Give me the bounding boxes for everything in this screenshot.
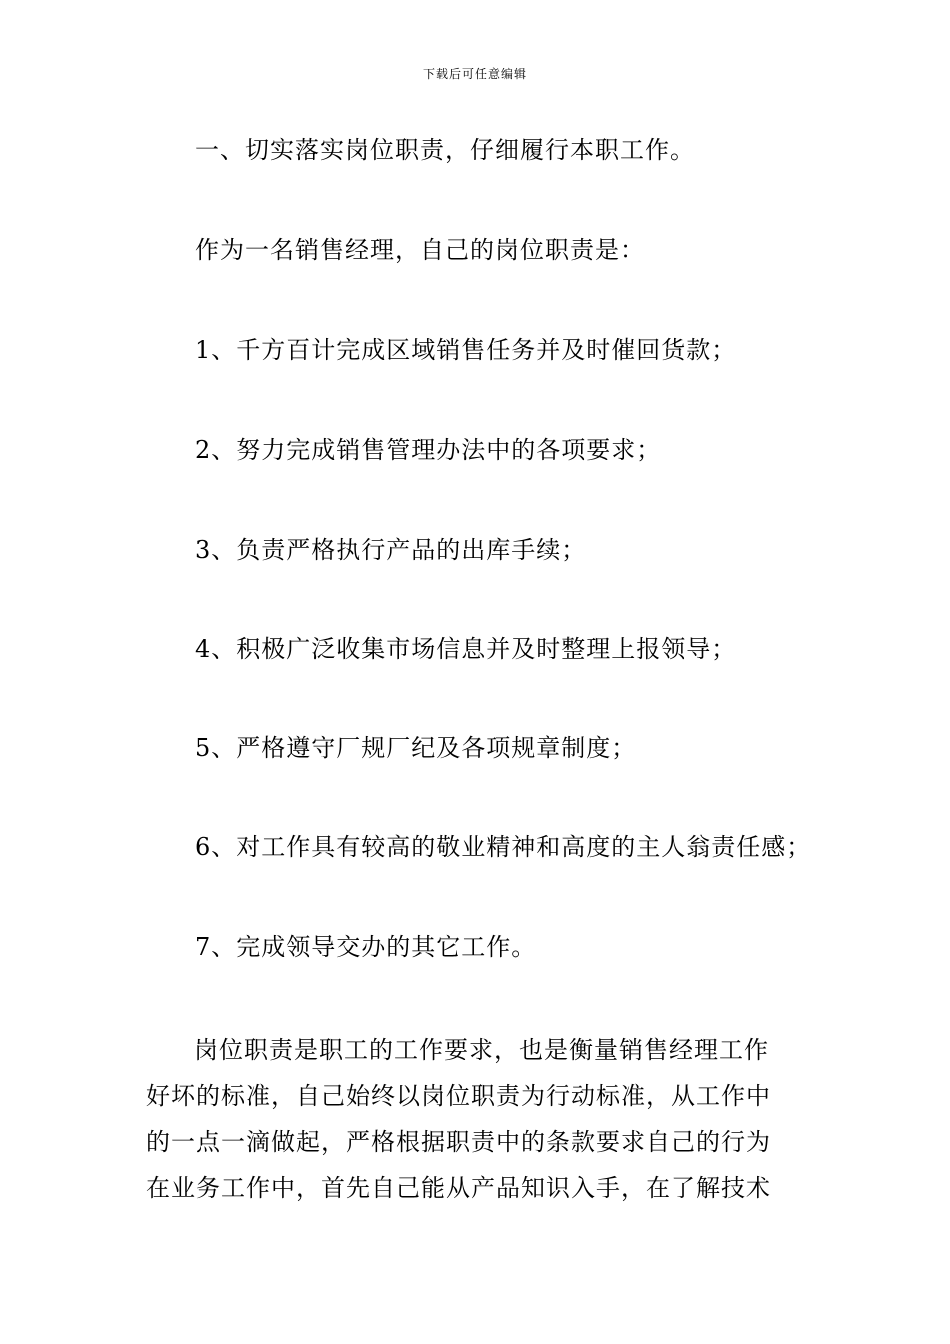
paragraph-line: 岗位职责是职工的工作要求，也是衡量销售经理工作: [194, 1036, 769, 1064]
duty-item-3: 3、负责严格执行产品的出库手续；: [195, 536, 587, 564]
duty-item-7: 7、完成领导交办的其它工作。: [195, 933, 537, 961]
duty-item-5: 5、严格遵守厂规厂纪及各项规章制度；: [195, 734, 637, 762]
paragraph-line: 好坏的标准，自己始终以岗位职责为行动标准，从工作中: [146, 1082, 771, 1110]
duty-item-2: 2、努力完成销售管理办法中的各项要求；: [195, 436, 662, 464]
paragraph-line: 的一点一滴做起，严格根据职责中的条款要求自己的行为: [146, 1128, 771, 1156]
intro-line: 作为一名销售经理，自己的岗位职责是：: [195, 236, 645, 264]
header-note: 下载后可任意编辑: [422, 67, 527, 81]
duty-item-6: 6、对工作具有较高的敬业精神和高度的主人翁责任感；: [195, 833, 812, 861]
duty-item-1: 1、千方百计完成区域销售任务并及时催回货款；: [195, 336, 737, 364]
body-paragraph: [146, 1027, 810, 1211]
paragraph-line: 在业务工作中，首先自己能从产品知识入手，在了解技术: [146, 1174, 771, 1202]
duty-item-4: 4、积极广泛收集市场信息并及时整理上报领导；: [195, 635, 737, 663]
section-heading: 一、切实落实岗位职责，仔细履行本职工作。: [195, 136, 695, 164]
